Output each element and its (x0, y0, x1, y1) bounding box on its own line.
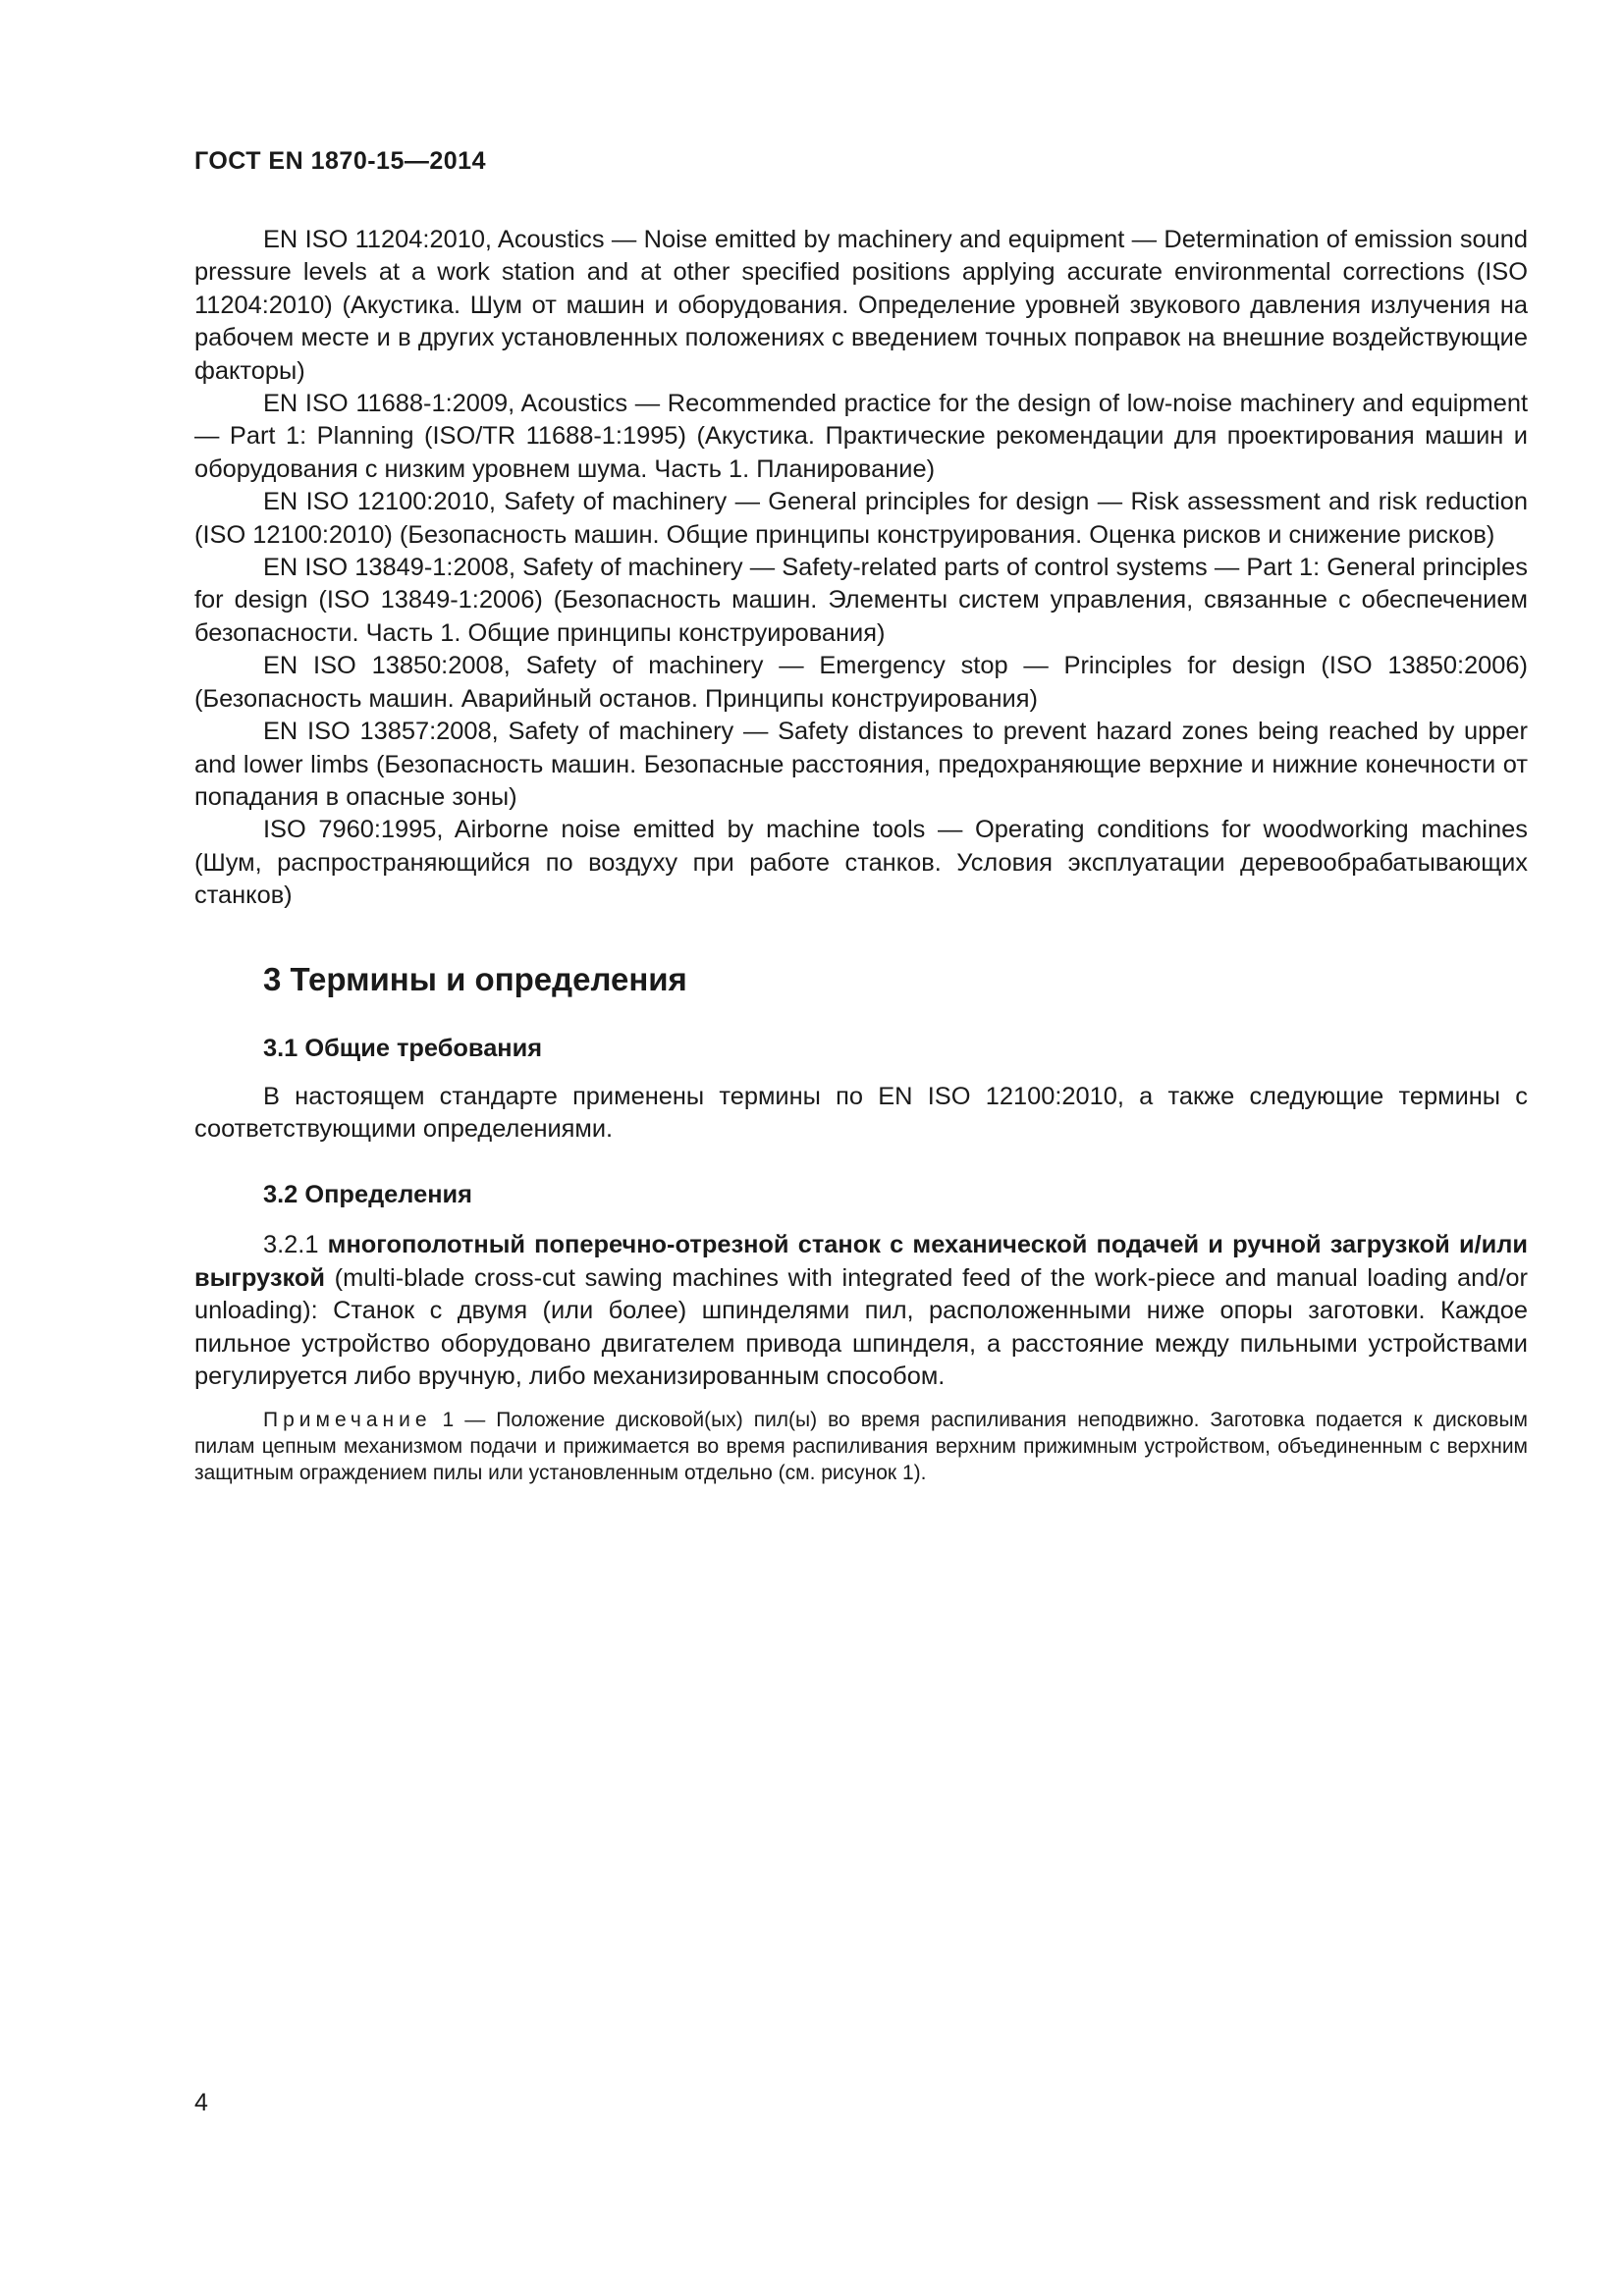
term-definition: (multi-blade cross-cut sawing machines with integrated feed of the work-piece and manual loading and/or unloading): Станок с двумя (или более) шпинделями пил, расположенными ниже опоры заготовки. Каждое пильное устройство оборудовано двигателем привода шпинделя, а расстояние между пильными устройствами регулируется либо вручную, либо механизированным способом. (194, 1263, 1528, 1390)
subsection-3-1-text: В настоящем стандарте применены термины по EN ISO 12100:2010, а также следующие термины с соответствующими определениями. (194, 1082, 1528, 1143)
subsection-3-2-heading: 3.2 Определения (263, 1181, 472, 1209)
reference-iso-12100: EN ISO 12100:2010, Safety of machinery — General principles for design — Risk assessment and risk reduction (ISO 12100:2010) (Безопасность машин. Общие принципы конструирования. Оценка рисков и снижение рисков) (194, 488, 1528, 549)
reference-iso-13849-1: EN ISO 13849-1:2008, Safety of machinery — Safety-related parts of control systems — Part 1: General principles for design (ISO 13849-1:2006) (Безопасность машин. Элементы систем управления, связанные с обеспечением безопасности. Часть 1. Общие принципы конструирования) (194, 554, 1528, 647)
note-text: 1 — Положение дисковой(ых) пил(ы) во время распиливания неподвижно. Заготовка подается к дисковым пилам цепным механизмом подачи и прижимается во время распиливания верхним прижимным устройством, объединенным с верхним защитным ограждением пилы или установленным отдельно (см. рисунок 1). (194, 1409, 1528, 1485)
reference-iso-13857: EN ISO 13857:2008, Safety of machinery — Safety distances to prevent hazard zones being reached by upper and lower limbs (Безопасность машин. Безопасные расстояния, предохраняющие верхние и нижние конечности от попадания в опасные зоны) (194, 718, 1528, 811)
term-note (194, 1407, 1528, 1486)
note-label: Примечание (263, 1409, 432, 1432)
page-content (194, 224, 1528, 1486)
section-3-heading: 3 Термины и определения (263, 960, 687, 997)
term-name: многополотный поперечно-отрезной станок с механической подачей и ручной загрузкой и/или выгрузкой (194, 1231, 1528, 1292)
reference-iso-13850: EN ISO 13850:2008, Safety of machinery — Emergency stop — Principles for design (ISO 13850:2006) (Безопасность машин. Аварийный останов. Принципы конструирования) (194, 652, 1528, 713)
page-number: 4 (194, 2089, 208, 2116)
reference-iso-11688-1: EN ISO 11688-1:2009, Acoustics — Recommended practice for the design of low-noise machinery and equipment — Part 1: Planning (ISO/TR 11688-1:1995) (Акустика. Практические рекомендации для проектирования машин и оборудования с низким уровнем шума. Часть 1. Планирование) (194, 390, 1528, 483)
subsection-3-1-heading: 3.1 Общие требования (263, 1034, 543, 1062)
term-number: 3.2.1 (263, 1231, 328, 1259)
reference-iso-11204: EN ISO 11204:2010, Acoustics — Noise emitted by machinery and equipment — Determination of emission sound pressure levels at a work station and at other specified positions applying accurate environmental corrections (ISO 11204:2010) (Акустика. Шум от машин и оборудования. Определение уровней звукового давления излучения на рабочем месте и в других установленных положениях с введением точных поправок на внешние воздействующие факторы) (194, 226, 1528, 385)
document-header-title: ГОСТ EN 1870-15—2014 (194, 147, 486, 175)
reference-iso-7960: ISO 7960:1995, Airborne noise emitted by machine tools — Operating conditions for woodworking machines (Шум, распространяющийся по воздуху при работе станков. Условия эксплуатации деревообрабатывающих станков) (194, 816, 1528, 910)
term-3-2-1 (194, 1229, 1528, 1393)
